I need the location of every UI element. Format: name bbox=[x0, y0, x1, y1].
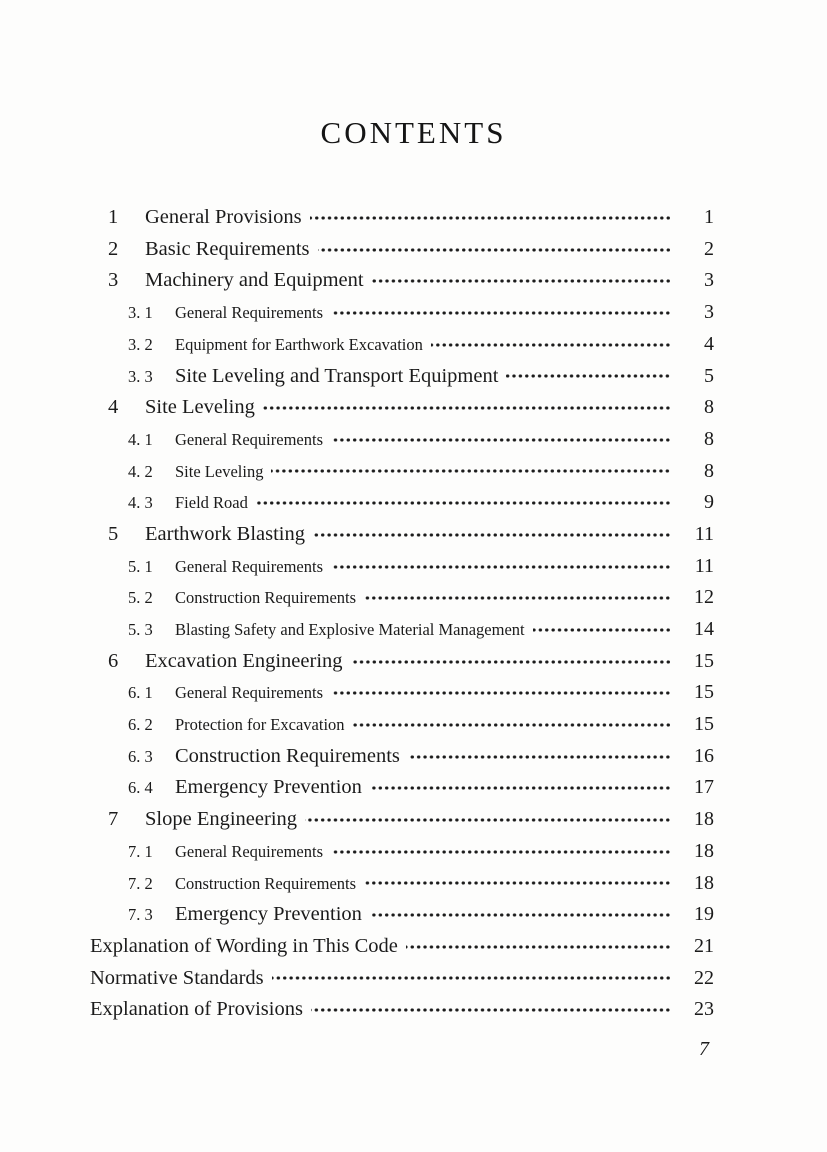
entry-page: 15 bbox=[694, 649, 714, 672]
entry-page: 19 bbox=[694, 903, 714, 926]
dot-leader bbox=[318, 246, 671, 254]
entry-page: 8 bbox=[704, 396, 714, 419]
entry-label: Emergency Prevention bbox=[175, 776, 362, 799]
entry-number: 5 bbox=[108, 522, 119, 545]
entry-number: 6 bbox=[108, 649, 119, 672]
entry-label: Site Leveling bbox=[175, 461, 264, 481]
entry-page: 15 bbox=[694, 713, 714, 736]
dot-leader bbox=[431, 341, 671, 349]
toc-entry bbox=[90, 202, 714, 234]
entry-number: 3. 1 bbox=[128, 303, 153, 323]
entry-page: 1 bbox=[704, 206, 714, 229]
entry-number: 1 bbox=[108, 206, 119, 229]
entry-page: 2 bbox=[704, 237, 714, 260]
toc-entry bbox=[90, 646, 714, 678]
toc-entry bbox=[90, 899, 714, 931]
dot-leader bbox=[408, 753, 671, 761]
dot-leader bbox=[313, 531, 671, 539]
dot-leader bbox=[256, 499, 671, 507]
entry-number: 5. 1 bbox=[128, 556, 153, 576]
entry-number: 6. 2 bbox=[128, 715, 153, 735]
toc-entry bbox=[90, 234, 714, 266]
entry-label: Explanation of Wording in This Code bbox=[90, 934, 398, 957]
entry-label: Construction Requirements bbox=[175, 744, 400, 767]
toc-entry bbox=[90, 741, 714, 773]
entry-page: 18 bbox=[694, 871, 714, 894]
table-of-contents bbox=[90, 202, 714, 1026]
entry-page: 16 bbox=[694, 744, 714, 767]
entry-page: 12 bbox=[694, 586, 714, 609]
toc-entry bbox=[90, 836, 714, 868]
entry-label: Earthwork Blasting bbox=[145, 522, 305, 545]
dot-leader bbox=[370, 911, 671, 919]
entry-number: 7. 1 bbox=[128, 841, 153, 861]
entry-label: Emergency Prevention bbox=[175, 903, 362, 926]
toc-entry bbox=[90, 804, 714, 836]
entry-label: Excavation Engineering bbox=[145, 649, 343, 672]
toc-entry bbox=[90, 297, 714, 329]
entry-label: Normative Standards bbox=[90, 966, 264, 989]
dot-leader bbox=[506, 372, 671, 380]
entry-label: Equipment for Earthwork Excavation bbox=[175, 334, 423, 354]
toc-entry bbox=[90, 329, 714, 361]
entry-page: 8 bbox=[704, 427, 714, 450]
entry-label: General Provisions bbox=[145, 206, 302, 229]
entry-label: General Requirements bbox=[175, 303, 323, 323]
entry-number: 6. 3 bbox=[128, 746, 153, 766]
toc-entry bbox=[90, 519, 714, 551]
dot-leader bbox=[331, 309, 671, 317]
entry-label: Explanation of Provisions bbox=[90, 998, 303, 1021]
toc-entry bbox=[90, 265, 714, 297]
entry-page: 18 bbox=[694, 808, 714, 831]
toc-entry bbox=[90, 551, 714, 583]
entry-number: 4. 2 bbox=[128, 461, 153, 481]
entry-number: 2 bbox=[108, 237, 119, 260]
entry-page: 3 bbox=[704, 269, 714, 292]
dot-leader bbox=[263, 404, 671, 412]
dot-leader bbox=[331, 563, 671, 571]
entry-number: 5. 2 bbox=[128, 588, 153, 608]
entry-label: Basic Requirements bbox=[145, 237, 310, 260]
toc-entry bbox=[90, 931, 714, 963]
entry-number: 6. 1 bbox=[128, 683, 153, 703]
dot-leader bbox=[271, 467, 671, 475]
entry-label: General Requirements bbox=[175, 556, 323, 576]
dot-leader bbox=[364, 594, 671, 602]
entry-number: 4. 1 bbox=[128, 429, 153, 449]
entry-label: Site Leveling bbox=[145, 396, 255, 419]
entry-number: 7. 3 bbox=[128, 905, 153, 925]
entry-page: 18 bbox=[694, 839, 714, 862]
entry-label: Machinery and Equipment bbox=[145, 269, 364, 292]
entry-page: 14 bbox=[694, 618, 714, 641]
dot-leader bbox=[353, 721, 671, 729]
entry-page: 8 bbox=[704, 459, 714, 482]
entry-page: 3 bbox=[704, 301, 714, 324]
entry-number: 3. 2 bbox=[128, 334, 153, 354]
entry-number: 7 bbox=[108, 808, 119, 831]
dot-leader bbox=[311, 1006, 671, 1014]
entry-page: 23 bbox=[694, 998, 714, 1021]
entry-page: 11 bbox=[694, 522, 714, 545]
folio-page-number: 7 bbox=[699, 1038, 709, 1060]
entry-number: 6. 4 bbox=[128, 778, 153, 798]
entry-number: 3. 3 bbox=[128, 366, 153, 386]
entry-page: 17 bbox=[694, 776, 714, 799]
page-title: CONTENTS bbox=[320, 115, 507, 150]
toc-entry bbox=[90, 772, 714, 804]
entry-label: Field Road bbox=[175, 493, 248, 513]
entry-label: Protection for Excavation bbox=[175, 715, 345, 735]
entry-label: Blasting Safety and Explosive Material Management bbox=[175, 620, 525, 640]
toc-entry bbox=[90, 994, 714, 1026]
entry-page: 5 bbox=[704, 364, 714, 387]
dot-leader bbox=[331, 689, 671, 697]
entry-page: 9 bbox=[704, 491, 714, 514]
dot-leader bbox=[331, 848, 671, 856]
entry-number: 5. 3 bbox=[128, 620, 153, 640]
entry-number: 7. 2 bbox=[128, 873, 153, 893]
dot-leader bbox=[331, 436, 671, 444]
toc-entry bbox=[90, 614, 714, 646]
toc-entry bbox=[90, 456, 714, 488]
toc-entry bbox=[90, 709, 714, 741]
entry-label: General Requirements bbox=[175, 429, 323, 449]
toc-entry bbox=[90, 582, 714, 614]
dot-leader bbox=[272, 974, 671, 982]
entry-label: Construction Requirements bbox=[175, 588, 357, 608]
entry-number: 3 bbox=[108, 269, 119, 292]
entry-label: Construction Requirements bbox=[175, 873, 357, 893]
toc-entry bbox=[90, 361, 714, 393]
entry-label: Site Leveling and Transport Equipment bbox=[175, 364, 499, 387]
toc-entry bbox=[90, 677, 714, 709]
entry-page: 22 bbox=[694, 966, 714, 989]
dot-leader bbox=[305, 816, 671, 824]
dot-leader bbox=[372, 277, 671, 285]
toc-entry bbox=[90, 963, 714, 995]
entry-number: 4. 3 bbox=[128, 493, 153, 513]
dot-leader bbox=[533, 626, 671, 634]
entry-label: General Requirements bbox=[175, 841, 323, 861]
toc-entry bbox=[90, 392, 714, 424]
dot-leader bbox=[351, 658, 671, 666]
entry-page: 21 bbox=[694, 934, 714, 957]
entry-page: 11 bbox=[694, 554, 714, 577]
entry-label: General Requirements bbox=[175, 683, 323, 703]
toc-entry bbox=[90, 868, 714, 900]
dot-leader bbox=[364, 879, 671, 887]
dot-leader bbox=[370, 784, 671, 792]
entry-label: Slope Engineering bbox=[145, 808, 298, 831]
entry-page: 4 bbox=[704, 332, 714, 355]
entry-number: 4 bbox=[108, 396, 119, 419]
toc-entry bbox=[90, 424, 714, 456]
dot-leader bbox=[310, 214, 671, 222]
entry-page: 15 bbox=[694, 681, 714, 704]
dot-leader bbox=[406, 943, 671, 951]
toc-entry bbox=[90, 487, 714, 519]
